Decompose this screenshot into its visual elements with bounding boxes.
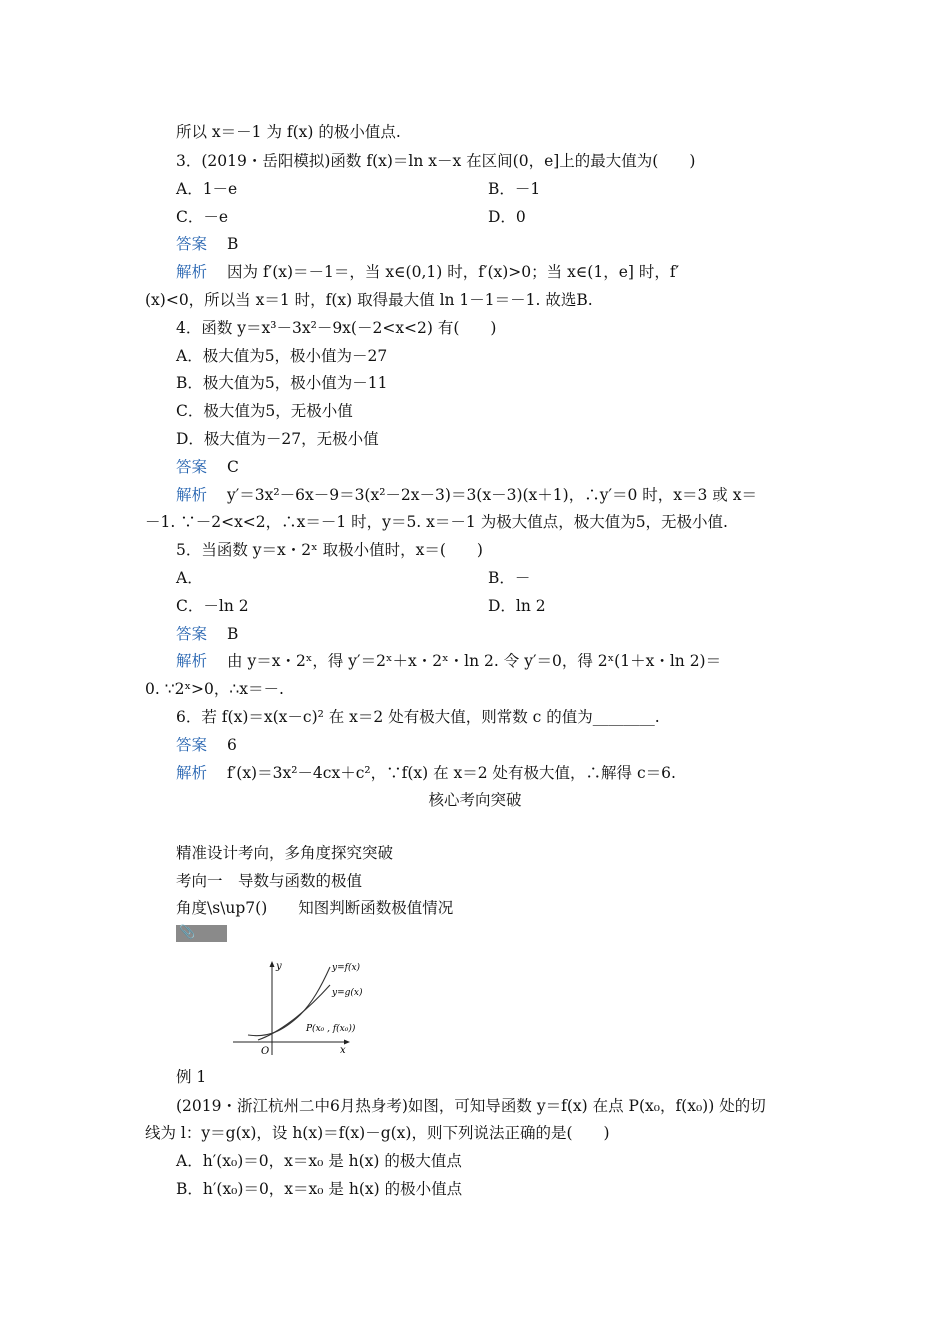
- text-line: 所以 x＝－1 为 f(x) 的极小值点.: [176, 123, 401, 141]
- analysis-label: 解析: [176, 263, 208, 281]
- example-label: 例 1: [176, 1068, 207, 1086]
- analysis-text: 因为 f′(x)＝－1＝，当 x∈(0,1) 时，f′(x)>0；当 x∈(1，e] 时，f′: [227, 263, 680, 281]
- analysis-label: 解析: [176, 764, 208, 782]
- analysis-line: [176, 485, 757, 505]
- question-6: 6．若 f(x)＝x(x－c)² 在 x＝2 处有极大值，则常数 c 的值为________.: [176, 708, 660, 726]
- option-d: D．极大值为－27，无极小值: [176, 430, 379, 448]
- topic-heading: 考向一 导数与函数的极值: [176, 872, 363, 890]
- answer-line: [176, 735, 237, 755]
- origin-label: O: [261, 1046, 270, 1057]
- option-a: A．: [176, 569, 203, 587]
- answer-line: [176, 624, 238, 644]
- option-a: A．1－e: [176, 180, 238, 198]
- option-a: A．极大值为5，极小值为－27: [176, 347, 388, 365]
- option-c: C．－e: [176, 208, 229, 226]
- question-4: 4．函数 y＝x³－3x²－9x(－2<x<2) 有( ): [176, 319, 497, 337]
- y-axis-label: y: [276, 961, 282, 972]
- analysis-text: 由 y＝x・2ˣ，得 y′＝2ˣ＋x・2ˣ・ln 2. 令 y′＝0，得 2ˣ(1＋x・ln 2)＝: [227, 652, 722, 670]
- answer-label: 答案: [176, 458, 208, 476]
- text-line: (x)<0，所以当 x＝1 时，f(x) 取得最大值 ln 1－1＝－1. 故选B.: [145, 291, 593, 309]
- point-p-label: P(x₀ , f(x₀)): [306, 1024, 356, 1034]
- question-5: 5．当函数 y＝x・2ˣ 取极小值时，x＝( ): [176, 541, 483, 559]
- answer-value: C: [227, 458, 239, 476]
- option-a: A．h′(x₀)＝0，x＝x₀ 是 h(x) 的极大值点: [176, 1152, 462, 1170]
- option-b: B．－1: [488, 180, 541, 198]
- option-b: B．－: [488, 569, 531, 587]
- function-graph-figure: [228, 955, 383, 1060]
- question-3: 3．(2019・岳阳模拟)函数 f(x)＝ln x－x 在区间(0，e]上的最大值为( ): [176, 152, 696, 170]
- section-title: 核心考向突破: [428, 791, 522, 809]
- option-d: D．0: [488, 208, 526, 226]
- text-line: －1. ∵－2<x<2，∴x＝－1 时，y＝5. x＝－1 为极大值点，极大值为5，无极小值.: [145, 513, 728, 531]
- analysis-text: y′＝3x²－6x－9＝3(x²－2x－3)＝3(x－3)(x＋1)，∴y′＝0 时，x＝3 或 x＝: [227, 486, 757, 504]
- option-d: D．ln 2: [488, 597, 546, 615]
- x-axis-label: x: [340, 1045, 346, 1056]
- example-text: (2019・浙江杭州二中6月热身考)如图，可知导函数 y＝f(x) 在点 P(x₀，f(x₀)) 处的切: [176, 1097, 766, 1115]
- analysis-label: 解析: [176, 486, 208, 504]
- answer-label: 答案: [176, 235, 208, 253]
- analysis-line: [176, 262, 679, 282]
- x-axis-arrow: [344, 1040, 350, 1045]
- angle-heading: 角度\s\up7() 知图判断函数极值情况: [176, 899, 454, 917]
- section-subtitle: 精准设计考向，多角度探究突破: [176, 844, 394, 862]
- y-axis-arrow: [270, 961, 275, 967]
- answer-label: 答案: [176, 736, 208, 754]
- option-c: C．－ln 2: [176, 597, 249, 615]
- answer-value: B: [227, 235, 239, 253]
- option-c: C．极大值为5，无极小值: [176, 402, 353, 420]
- paperclip-icon: 📎: [179, 925, 196, 940]
- answer-value: B: [227, 625, 239, 643]
- option-b: B．极大值为5，极小值为－11: [176, 374, 388, 392]
- answer-value: 6: [227, 736, 237, 754]
- f-curve-label: y=f(x): [332, 963, 361, 973]
- analysis-text: f′(x)＝3x²－4cx＋c²，∵f(x) 在 x＝2 处有极大值，∴解得 c＝6.: [227, 764, 676, 782]
- analysis-label: 解析: [176, 652, 208, 670]
- analysis-line: [176, 763, 676, 783]
- analysis-line: [176, 651, 721, 671]
- answer-label: 答案: [176, 625, 208, 643]
- example-text: 线为 l：y＝g(x)，设 h(x)＝f(x)－g(x)，则下列说法正确的是( ): [145, 1124, 610, 1142]
- answer-line: [176, 457, 239, 477]
- paperclip-badge: [176, 925, 227, 942]
- text-line: 0. ∵2ˣ>0，∴x＝－.: [145, 680, 284, 698]
- answer-line: [176, 234, 238, 254]
- g-curve-label: y=g(x): [332, 988, 363, 998]
- option-b: B．h′(x₀)＝0，x＝x₀ 是 h(x) 的极小值点: [176, 1180, 463, 1198]
